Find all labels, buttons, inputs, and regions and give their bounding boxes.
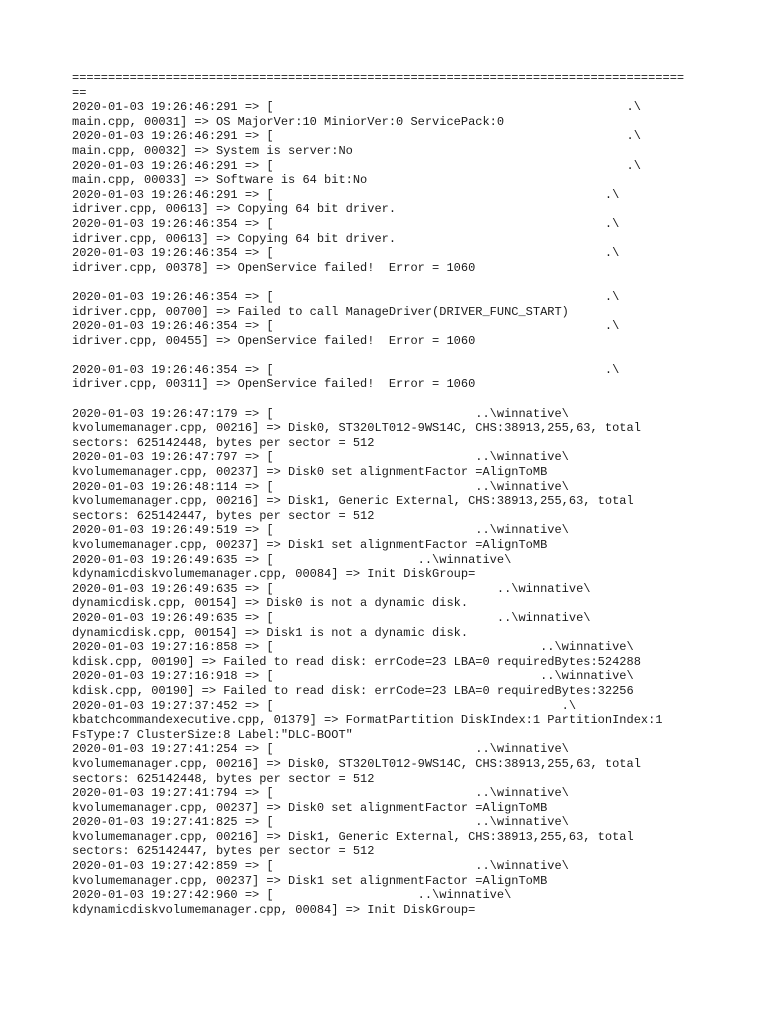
log-line: =====================================================================================	[72, 71, 685, 85]
log-line: 2020-01-03 19:27:41:254 => [ ..\winnative\	[72, 742, 569, 757]
log-line: 2020-01-03 19:26:46:354 => [ .\	[72, 319, 620, 334]
log-line: sectors: 625142448, bytes per sector = 512	[72, 771, 375, 786]
log-line: 2020-01-03 19:26:48:114 => [ ..\winnative\	[72, 479, 569, 494]
log-line: 2020-01-03 19:26:46:354 => [ .\	[72, 216, 620, 231]
log-line: idriver.cpp, 00455] => OpenService failed! Error = 1060	[72, 333, 476, 348]
log-line: 2020-01-03 19:27:41:794 => [ ..\winnative\	[72, 786, 569, 801]
log-line: 2020-01-03 19:26:46:291 => [ .\	[72, 100, 641, 115]
log-line: 2020-01-03 19:26:47:179 => [ ..\winnative\	[72, 406, 569, 421]
log-line: 2020-01-03 19:26:49:635 => [ ..\winnative\	[72, 581, 591, 596]
log-line: idriver.cpp, 00613] => Copying 64 bit driver.	[72, 202, 397, 217]
log-line: dynamicdisk.cpp, 00154] => Disk1 is not a dynamic disk.	[72, 625, 469, 640]
log-line: 2020-01-03 19:26:46:354 => [ .\	[72, 289, 620, 304]
log-line: kdisk.cpp, 00190] => Failed to read disk: errCode=23 LBA=0 requiredBytes:32256	[72, 683, 634, 698]
log-line: 2020-01-03 19:27:16:918 => [ ..\winnative\	[72, 669, 634, 684]
log-line: 2020-01-03 19:27:42:859 => [ ..\winnative\	[72, 859, 569, 874]
log-line: kvolumemanager.cpp, 00216] => Disk1, Generic External, CHS:38913,255,63, total	[72, 494, 634, 509]
log-line: kdisk.cpp, 00190] => Failed to read disk: errCode=23 LBA=0 requiredBytes:524288	[72, 654, 641, 669]
log-line: kdynamicdiskvolumemanager.cpp, 00084] => Init DiskGroup=	[72, 902, 476, 917]
log-line: 2020-01-03 19:26:47:797 => [ ..\winnative\	[72, 450, 569, 465]
log-line: sectors: 625142447, bytes per sector = 512	[72, 844, 375, 859]
log-line: 2020-01-03 19:27:41:825 => [ ..\winnative\	[72, 815, 569, 830]
log-line: kvolumemanager.cpp, 00216] => Disk1, Generic External, CHS:38913,255,63, total	[72, 829, 634, 844]
log-line: main.cpp, 00031] => OS MajorVer:10 MiniorVer:0 ServicePack:0	[72, 114, 505, 129]
log-line: main.cpp, 00033] => Software is 64 bit:No	[72, 173, 368, 188]
log-line: idriver.cpp, 00378] => OpenService failed! Error = 1060	[72, 260, 476, 275]
blank-line	[72, 348, 712, 363]
log-line: main.cpp, 00032] => System is server:No	[72, 143, 353, 158]
log-line: 2020-01-03 19:26:46:291 => [ .\	[72, 187, 620, 202]
log-line: 2020-01-03 19:27:16:858 => [ ..\winnative\	[72, 640, 634, 655]
log-line: idriver.cpp, 00311] => OpenService failed! Error = 1060	[72, 377, 476, 392]
log-line: kvolumemanager.cpp, 00237] => Disk1 set alignmentFactor =AlignToMB	[72, 538, 548, 552]
log-line: kdynamicdiskvolumemanager.cpp, 00084] => Init DiskGroup=	[72, 567, 476, 582]
log-line: FsType:7 ClusterSize:8 Label:"DLC-BOOT"	[72, 727, 353, 742]
log-line: idriver.cpp, 00613] => Copying 64 bit driver.	[72, 231, 397, 246]
log-line: sectors: 625142447, bytes per sector = 512	[72, 508, 375, 523]
blank-line	[72, 275, 712, 290]
log-line: ==	[72, 85, 87, 100]
log-line: 2020-01-03 19:26:46:291 => [ .\	[72, 129, 641, 144]
log-line: 2020-01-03 19:26:46:354 => [ .\	[72, 362, 620, 377]
log-line: idriver.cpp, 00700] => Failed to call ManageDriver(DRIVER_FUNC_START)	[72, 304, 569, 319]
log-line: kbatchcommandexecutive.cpp, 01379] => FormatPartition DiskIndex:1 PartitionIndex:1	[72, 713, 663, 728]
blank-line	[72, 392, 712, 407]
log-line: 2020-01-03 19:26:46:354 => [ .\	[72, 246, 620, 261]
log-line: kvolumemanager.cpp, 00216] => Disk0, ST320LT012-9WS14C, CHS:38913,255,63, total	[72, 756, 641, 771]
log-line: 2020-01-03 19:26:46:291 => [ .\	[72, 158, 641, 173]
log-line: 2020-01-03 19:26:49:635 => [ ..\winnative\	[72, 552, 512, 567]
log-line: dynamicdisk.cpp, 00154] => Disk0 is not a dynamic disk.	[72, 596, 469, 611]
log-line: 2020-01-03 19:26:49:635 => [ ..\winnative\	[72, 610, 591, 625]
log-document	[72, 71, 712, 917]
log-line: kvolumemanager.cpp, 00216] => Disk0, ST320LT012-9WS14C, CHS:38913,255,63, total	[72, 421, 641, 436]
log-line: sectors: 625142448, bytes per sector = 512	[72, 435, 375, 450]
log-line: 2020-01-03 19:27:42:960 => [ ..\winnative\	[72, 888, 512, 903]
log-line: kvolumemanager.cpp, 00237] => Disk1 set alignmentFactor =AlignToMB	[72, 873, 548, 888]
log-line: kvolumemanager.cpp, 00237] => Disk0 set alignmentFactor =AlignToMB	[72, 465, 548, 480]
log-line: 2020-01-03 19:27:37:452 => [ .\	[72, 698, 577, 713]
log-line: 2020-01-03 19:26:49:519 => [ ..\winnative\	[72, 523, 569, 538]
log-line: kvolumemanager.cpp, 00237] => Disk0 set alignmentFactor =AlignToMB	[72, 800, 548, 815]
